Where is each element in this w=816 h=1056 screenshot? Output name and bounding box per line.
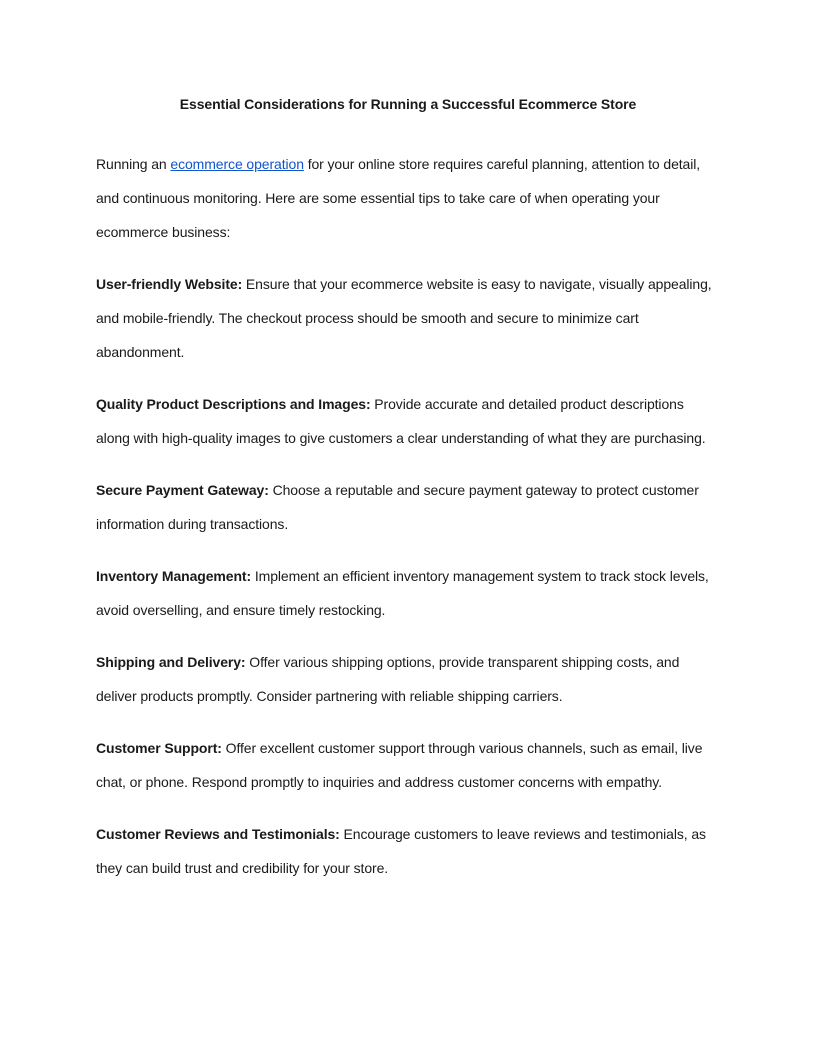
- section-customer-reviews: [96, 817, 720, 885]
- section-secure-payment-gateway: [96, 473, 720, 541]
- section-shipping-and-delivery: [96, 645, 720, 713]
- section-body: Ensure that your ecommerce website is easy to navigate, visually appealing, and mobile-friendly. The checkout process should be smooth and secure to minimize cart abandonment.: [96, 276, 712, 360]
- section-heading: Shipping and Delivery:: [96, 654, 246, 670]
- section-heading: Inventory Management:: [96, 568, 252, 584]
- section-heading: Customer Reviews and Testimonials:: [96, 826, 340, 842]
- document-title: Essential Considerations for Running a Successful Ecommerce Store: [179, 96, 637, 112]
- section-body: Encourage customers to leave reviews and testimonials, as they can build trust and credibility for your store.: [96, 826, 706, 876]
- section-body: Offer various shipping options, provide transparent shipping costs, and deliver products promptly. Consider partnering with reliable shipping carriers.: [96, 654, 680, 704]
- section-inventory-management: [96, 559, 720, 627]
- intro-text-after-link: for your online store requires careful planning, attention to detail, and continuous monitoring. Here are some essential tips to take care of when operating your ecommerce business:: [96, 156, 701, 240]
- section-user-friendly-website: [96, 267, 720, 369]
- section-heading: Customer Support:: [96, 740, 222, 756]
- section-body: Implement an efficient inventory management system to track stock levels, avoid overselling, and ensure timely restocking.: [96, 568, 709, 618]
- section-body: Offer excellent customer support through various channels, such as email, live chat, or phone. Respond promptly to inquiries and address customer concerns with empathy.: [96, 740, 703, 790]
- section-body: Provide accurate and detailed product descriptions along with high-quality images to give customers a clear understanding of what they are purchasing.: [96, 396, 706, 446]
- section-customer-support: [96, 731, 720, 799]
- section-heading: Quality Product Descriptions and Images:: [96, 396, 371, 412]
- section-heading: User-friendly Website:: [96, 276, 243, 292]
- intro-paragraph: [96, 147, 720, 249]
- section-body: Choose a reputable and secure payment gateway to protect customer information during transactions.: [96, 482, 699, 532]
- section-heading: Secure Payment Gateway:: [96, 482, 269, 498]
- intro-text-before-link: Running an: [96, 156, 171, 172]
- document-page: [96, 94, 720, 903]
- ecommerce-operation-link[interactable]: ecommerce operation: [170, 156, 304, 172]
- section-quality-product-descriptions: [96, 387, 720, 455]
